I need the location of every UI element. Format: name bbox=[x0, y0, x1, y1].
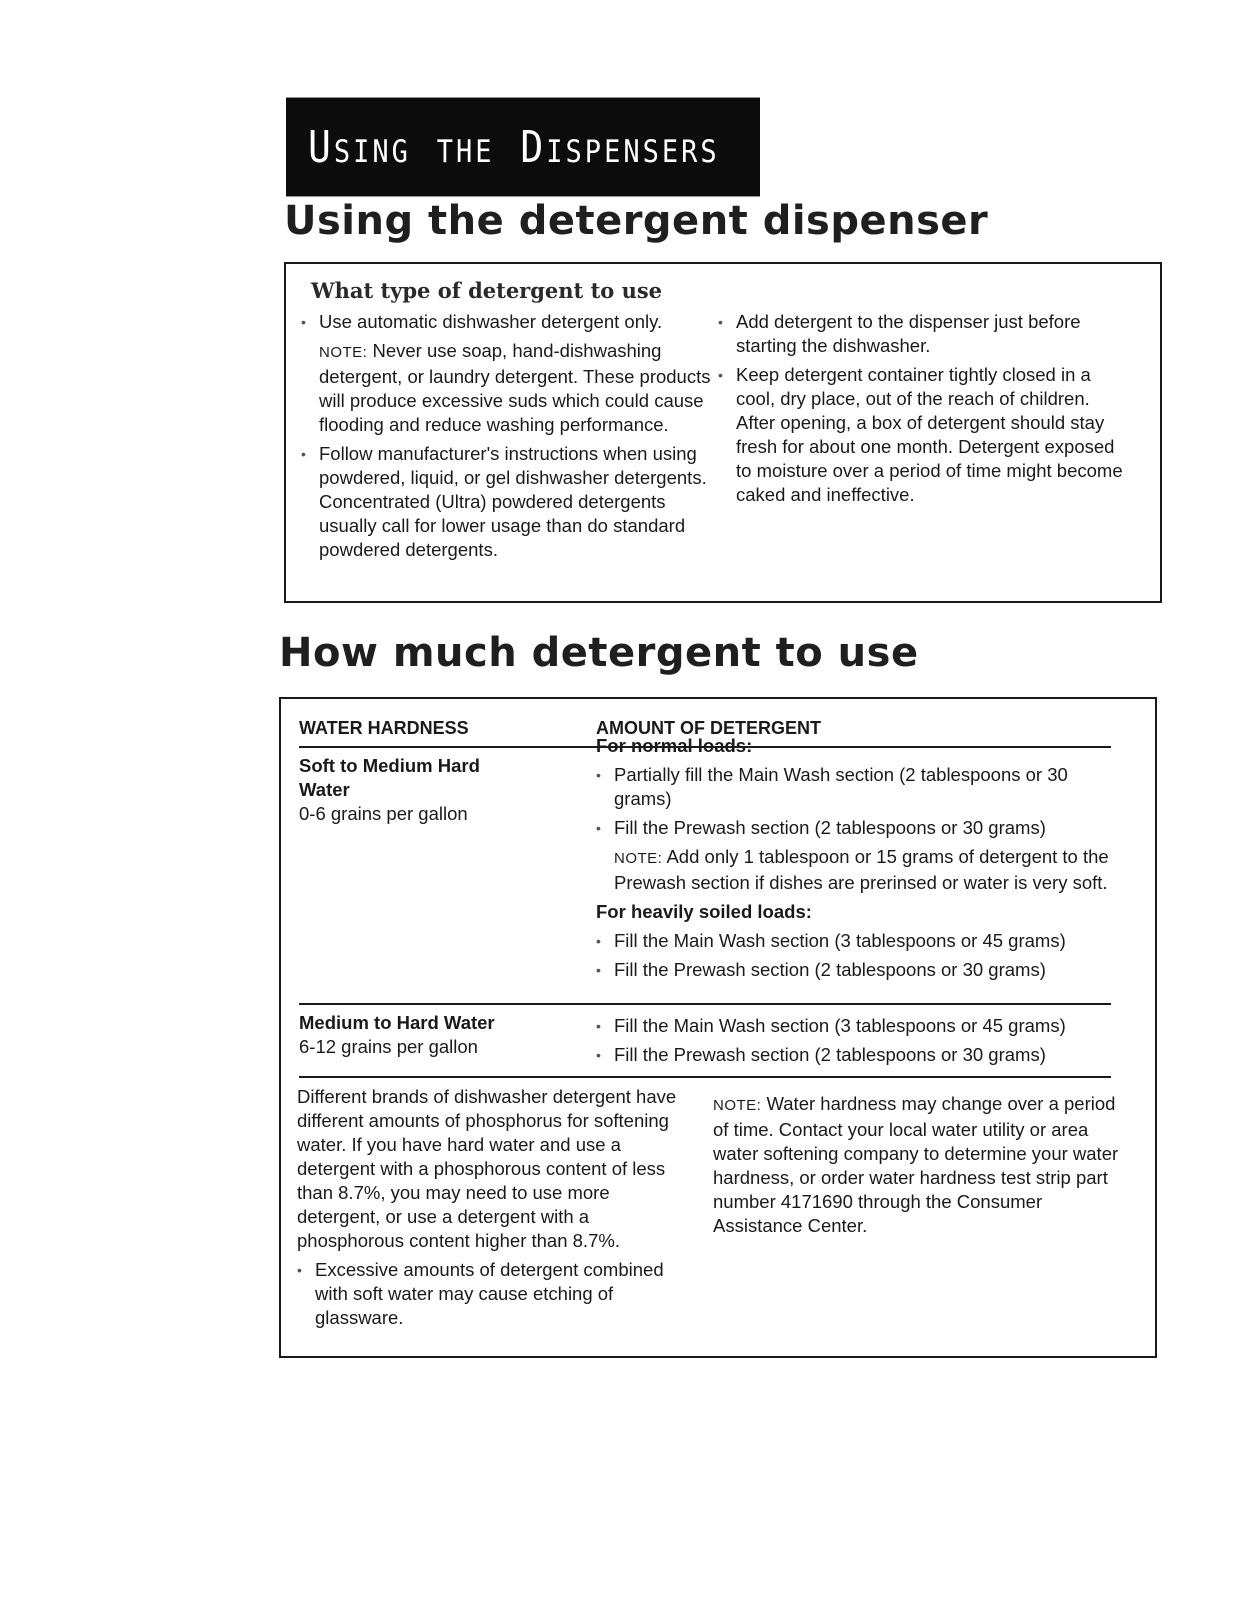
bullet-item: • Fill the Prewash section (2 tablespoons or 30 grams) bbox=[596, 1043, 1111, 1067]
water-hardness-note: NOTE: Water hardness may change over a period of time. Contact your local water utility or area water softening company to determine your water hardness, or order water hardness test strip part number 4171690 through the Consumer Assistance Center. bbox=[713, 1093, 1119, 1236]
detergent-type-right-column bbox=[718, 310, 1126, 507]
bullet-item: • Fill the Main Wash section (3 tablespoons or 45 grams) bbox=[596, 929, 1111, 953]
bullet-item: • Follow manufacturer's instructions when using powdered, liquid, or gel dishwasher detergents. Concentrated (Ultra) powdered detergents usually call for lower usage than do standard powdered detergents. bbox=[301, 442, 711, 562]
bullet-item: • Fill the Main Wash section (3 tablespoons or 45 grams) bbox=[596, 1014, 1111, 1038]
subhead-detergent-type: What type of detergent to use bbox=[311, 278, 663, 303]
column-header-amount: AMOUNT OF DETERGENT bbox=[596, 718, 821, 738]
footer-left-column bbox=[297, 1085, 692, 1330]
row1-amount-cell bbox=[596, 734, 1111, 982]
row2-amount-cell bbox=[596, 1014, 1111, 1067]
note-paragraph: NOTE: Add only 1 tablespoon or 15 grams of detergent to the Prewash section if dishes are prerinsed or water is very soft. bbox=[614, 846, 1109, 893]
bullet-item: • Partially fill the Main Wash section (2 tablespoons or 30 grams) bbox=[596, 763, 1111, 811]
chapter-banner-text: Using the Dispensers bbox=[308, 121, 720, 173]
section-title-dispenser: Using the detergent dispenser bbox=[284, 198, 989, 244]
note-paragraph: NOTE: Never use soap, hand-dishwashing detergent, or laundry detergent. These products will produce excessive suds which could cause flooding and reduce washing performance. bbox=[319, 340, 711, 435]
row-rule bbox=[299, 1076, 1111, 1078]
row-rule bbox=[299, 1003, 1111, 1005]
row1-hardness: Soft to Medium Hard Water bbox=[299, 755, 480, 800]
row1-grains: 0-6 grains per gallon bbox=[299, 803, 468, 824]
normal-loads-heading: For normal loads: bbox=[596, 735, 753, 756]
bullet-item: • Use automatic dishwasher detergent only. bbox=[301, 310, 711, 334]
row2-grains: 6-12 grains per gallon bbox=[299, 1036, 478, 1057]
bullet-item: • Keep detergent container tightly closed in a cool, dry place, out of the reach of children. After opening, a box of detergent should stay fresh for about one month. Detergent exposed to moisture over a period of time might become caked and ineffective. bbox=[718, 363, 1126, 507]
section-title-how-much: How much detergent to use bbox=[279, 630, 919, 676]
footer-right-column bbox=[713, 1092, 1123, 1238]
bullet-item: • Add detergent to the dispenser just before starting the dishwasher. bbox=[718, 310, 1126, 358]
bullet-item: • Excessive amounts of detergent combined with soft water may cause etching of glassware. bbox=[297, 1258, 692, 1330]
bullet-item: • Fill the Prewash section (2 tablespoons or 30 grams) bbox=[596, 816, 1111, 840]
bullet-item: • Fill the Prewash section (2 tablespoons or 30 grams) bbox=[596, 958, 1111, 982]
detergent-type-left-column bbox=[301, 310, 711, 562]
chapter-banner bbox=[286, 98, 760, 197]
row2-hardness-cell bbox=[299, 1011, 569, 1059]
column-header-water-hardness: WATER HARDNESS bbox=[299, 718, 469, 738]
row2-hardness: Medium to Hard Water bbox=[299, 1012, 495, 1033]
row1-hardness-cell bbox=[299, 754, 529, 826]
phosphorus-paragraph: Different brands of dishwasher detergent have different amounts of phosphorus for softening water. If you have hard water and use a detergent with a phosphorous content of less than 8.7%, you may need to use more detergent, or use a detergent with a phosphorous content higher than 8.7%. bbox=[297, 1086, 677, 1251]
heavy-loads-heading: For heavily soiled loads: bbox=[596, 901, 812, 922]
